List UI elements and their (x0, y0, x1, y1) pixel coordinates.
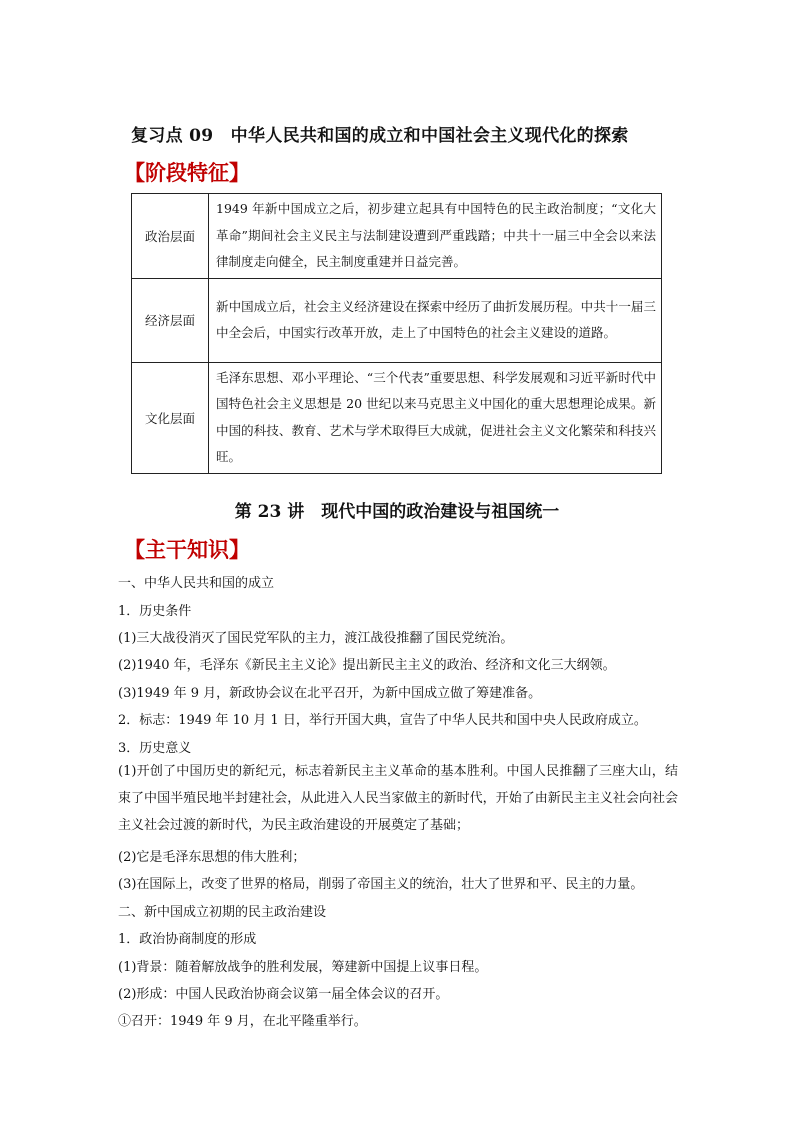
table-description-cell: 1949 年新中国成立之后，初步建立起具有中国特色的民主政治制度；“文化大革命”期间社会主义民主与法制建设遭到严重践踏；中共十一届三中全会以来法律制度走向健全，民主制度重建并日益完善。 (209, 194, 662, 279)
list-item: (2)它是毛泽东思想的伟大胜利； (118, 850, 306, 865)
review-point-title: 复习点 09 中华人民共和国的成立和中国社会主义现代化的探索 (131, 126, 629, 146)
table-description-cell: 毛泽东思想、邓小平理论、“三个代表”重要思想、科学发展观和习近平新时代中国特色社会主义思想是 20 世纪以来马克思主义中国化的重大思想理论成果。新中国的科技、教育、艺术与学术取得巨大成就，促进社会主义文化繁荣和科技兴旺。 (209, 362, 662, 473)
list-item: (1)背景：随着解放战争的胜利发展，筹建新中国提上议事日程。 (118, 960, 488, 975)
stage-features-heading: 【阶段特征】 (124, 160, 250, 185)
list-item: (2)形成：中国人民政治协商会议第一届全体会议的召开。 (118, 987, 449, 1002)
list-item: (1)开创了中国历史的新纪元，标志着新民主主义革命的基本胜利。中国人民推翻了三座大山，结束了中国半殖民地半封建社会，从此进入人民当家做主的新时代，开始了由新民主主义社会向社会主义社会过渡的新时代，为民主政治建设的开展奠定了基础； (118, 764, 678, 833)
list-item: (2)1940 年，毛泽东《新民主主义论》提出新民主主义的政治、经济和文化三大纲领。 (118, 658, 616, 673)
subsection-heading: 2．标志：1949 年 10 月 1 日，举行开国大典，宣告了中华人民共和国中央人民政府成立。 (118, 713, 647, 728)
section-heading: 二、新中国成立初期的民主政治建设 (118, 905, 327, 920)
stage-features-table (131, 193, 662, 474)
main-knowledge-heading: 【主干知识】 (124, 537, 250, 562)
list-item: (3)在国际上，改变了世界的格局，削弱了帝国主义的统治，壮大了世界和平、民主的力量。 (118, 877, 644, 892)
table-row (132, 278, 662, 362)
subsection-heading: 1．历史条件 (118, 604, 192, 619)
subsection-heading: 3．历史意义 (118, 741, 192, 756)
table-category-cell: 经济层面 (132, 278, 209, 362)
list-item: ①召开：1949 年 9 月，在北平隆重举行。 (118, 1014, 367, 1029)
table-row (132, 362, 662, 473)
list-item: (3)1949 年 9 月，新政协会议在北平召开，为新中国成立做了筹建准备。 (118, 686, 542, 701)
table-description-cell: 新中国成立后，社会主义经济建设在探索中经历了曲折发展历程。中共十一届三中全会后，中国实行改革开放，走上了中国特色的社会主义建设的道路。 (209, 278, 662, 362)
lecture-title: 第 23 讲 现代中国的政治建设与祖国统一 (234, 502, 560, 522)
table-category-cell: 文化层面 (132, 362, 209, 473)
subsection-heading: 1．政治协商制度的形成 (118, 932, 257, 947)
table-category-cell: 政治层面 (132, 194, 209, 279)
list-item: (1)三大战役消灭了国民党军队的主力，渡江战役推翻了国民党统治。 (118, 631, 514, 646)
table-row (132, 194, 662, 279)
section-heading: 一、中华人民共和国的成立 (118, 576, 275, 591)
